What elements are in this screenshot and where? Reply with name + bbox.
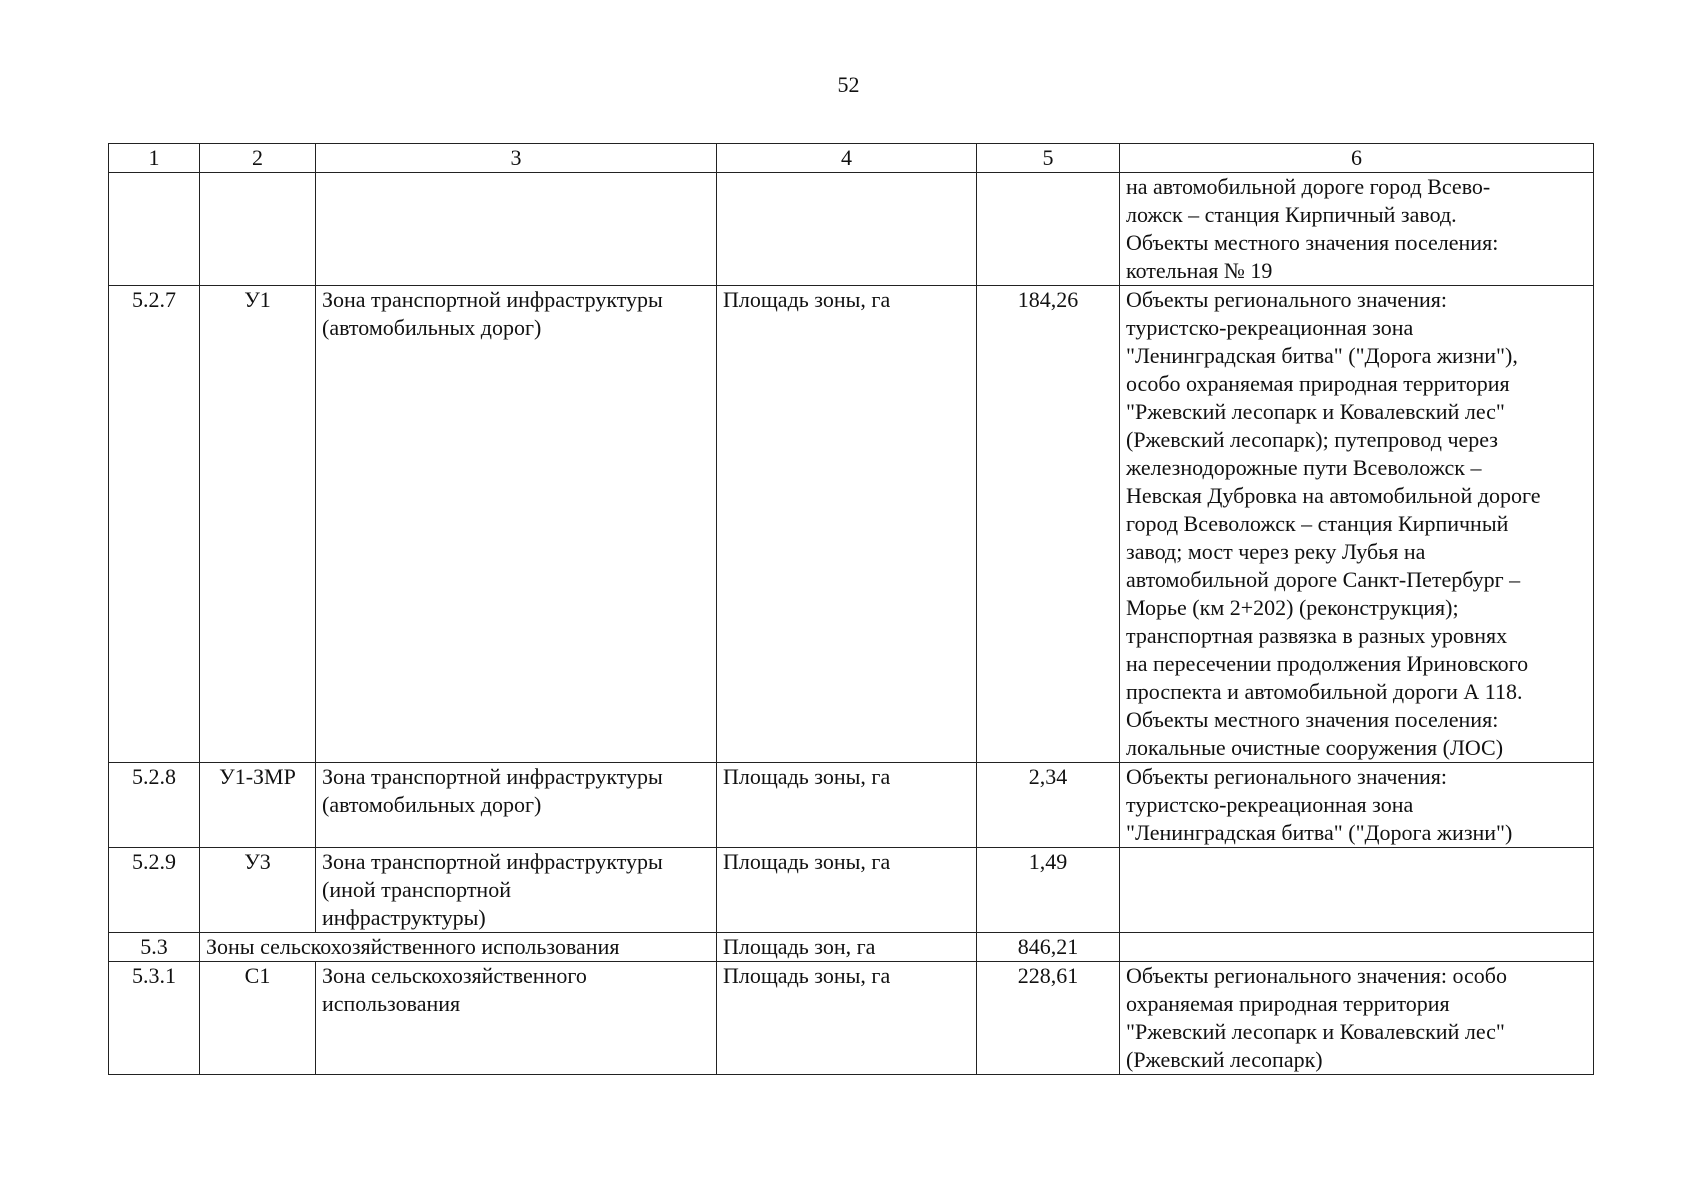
page-number: 52 bbox=[837, 72, 860, 97]
indicator: Площадь зон, га bbox=[717, 933, 977, 962]
group-name: Зоны сельскохозяйственного использования bbox=[200, 933, 717, 962]
objects-description: на автомобильной дороге город Всево- ложск – станция Кирпичный завод. Объекты местного значения поселения: котельная № 19 bbox=[1120, 173, 1594, 286]
header-cell: 4 bbox=[717, 144, 977, 173]
indicator-value: 846,21 bbox=[977, 933, 1120, 962]
header-row bbox=[109, 144, 1594, 173]
header-cell: 5 bbox=[977, 144, 1120, 173]
row-number: 5.3 bbox=[109, 933, 200, 962]
zone-name: Зона транспортной инфраструктуры (автомобильных дорог) bbox=[316, 763, 717, 848]
indicator-value bbox=[977, 173, 1120, 286]
row-number: 5.2.8 bbox=[109, 763, 200, 848]
table-row bbox=[109, 848, 1594, 933]
objects-description: Объекты регионального значения: туристско-рекреационная зона "Ленинградская битва" ("Дорога жизни") bbox=[1120, 763, 1594, 848]
zone-name: Зона транспортной инфраструктуры (иной транспортной инфраструктуры) bbox=[316, 848, 717, 933]
zone-name: Зона сельскохозяйственного использования bbox=[316, 962, 717, 1075]
table-row bbox=[109, 173, 1594, 286]
indicator-value: 184,26 bbox=[977, 286, 1120, 763]
row-number bbox=[109, 173, 200, 286]
indicator-value: 228,61 bbox=[977, 962, 1120, 1075]
objects-description bbox=[1120, 848, 1594, 933]
zone-code: У1 bbox=[200, 286, 316, 763]
indicator-value: 2,34 bbox=[977, 763, 1120, 848]
row-number: 5.2.7 bbox=[109, 286, 200, 763]
header-cell: 6 bbox=[1120, 144, 1594, 173]
indicator bbox=[717, 173, 977, 286]
zones-table bbox=[108, 143, 1594, 1075]
zone-code bbox=[200, 173, 316, 286]
indicator: Площадь зоны, га bbox=[717, 848, 977, 933]
zone-code: У3 bbox=[200, 848, 316, 933]
header-cell: 1 bbox=[109, 144, 200, 173]
table-row bbox=[109, 763, 1594, 848]
zone-code: У1-ЗМР bbox=[200, 763, 316, 848]
row-number: 5.3.1 bbox=[109, 962, 200, 1075]
objects-description bbox=[1120, 933, 1594, 962]
indicator: Площадь зоны, га bbox=[717, 763, 977, 848]
indicator: Площадь зоны, га bbox=[717, 962, 977, 1075]
zone-name bbox=[316, 173, 717, 286]
group-row bbox=[109, 933, 1594, 962]
objects-description: Объекты регионального значения: особо охраняемая природная территория "Ржевский лесопарк и Ковалевский лес" (Ржевский лесопарк) bbox=[1120, 962, 1594, 1075]
header-cell: 2 bbox=[200, 144, 316, 173]
zone-name: Зона транспортной инфраструктуры (автомобильных дорог) bbox=[316, 286, 717, 763]
table-row bbox=[109, 962, 1594, 1075]
table-row bbox=[109, 286, 1594, 763]
indicator: Площадь зоны, га bbox=[717, 286, 977, 763]
zone-code: С1 bbox=[200, 962, 316, 1075]
objects-description: Объекты регионального значения: туристско-рекреационная зона "Ленинградская битва" ("Дорога жизни"), особо охраняемая природная территория "Ржевский лесопарк и Ковалевский лес" (Ржевский лесопарк); путепровод через железнодорожные пути Всеволожск – Невская Дубровка на автомобильной дороге город Всеволожск – станция Кирпичный завод; мост через реку Лубья на автомобильной дороге Санкт-Петербург – Морье (км 2+202) (реконструкция); транспортная развязка в разных уровнях на пересечении продолжения Ириновского проспекта и автомобильной дороги А 118. Объекты местного значения поселения: локальные очистные сооружения (ЛОС) bbox=[1120, 286, 1594, 763]
row-number: 5.2.9 bbox=[109, 848, 200, 933]
indicator-value: 1,49 bbox=[977, 848, 1120, 933]
header-cell: 3 bbox=[316, 144, 717, 173]
